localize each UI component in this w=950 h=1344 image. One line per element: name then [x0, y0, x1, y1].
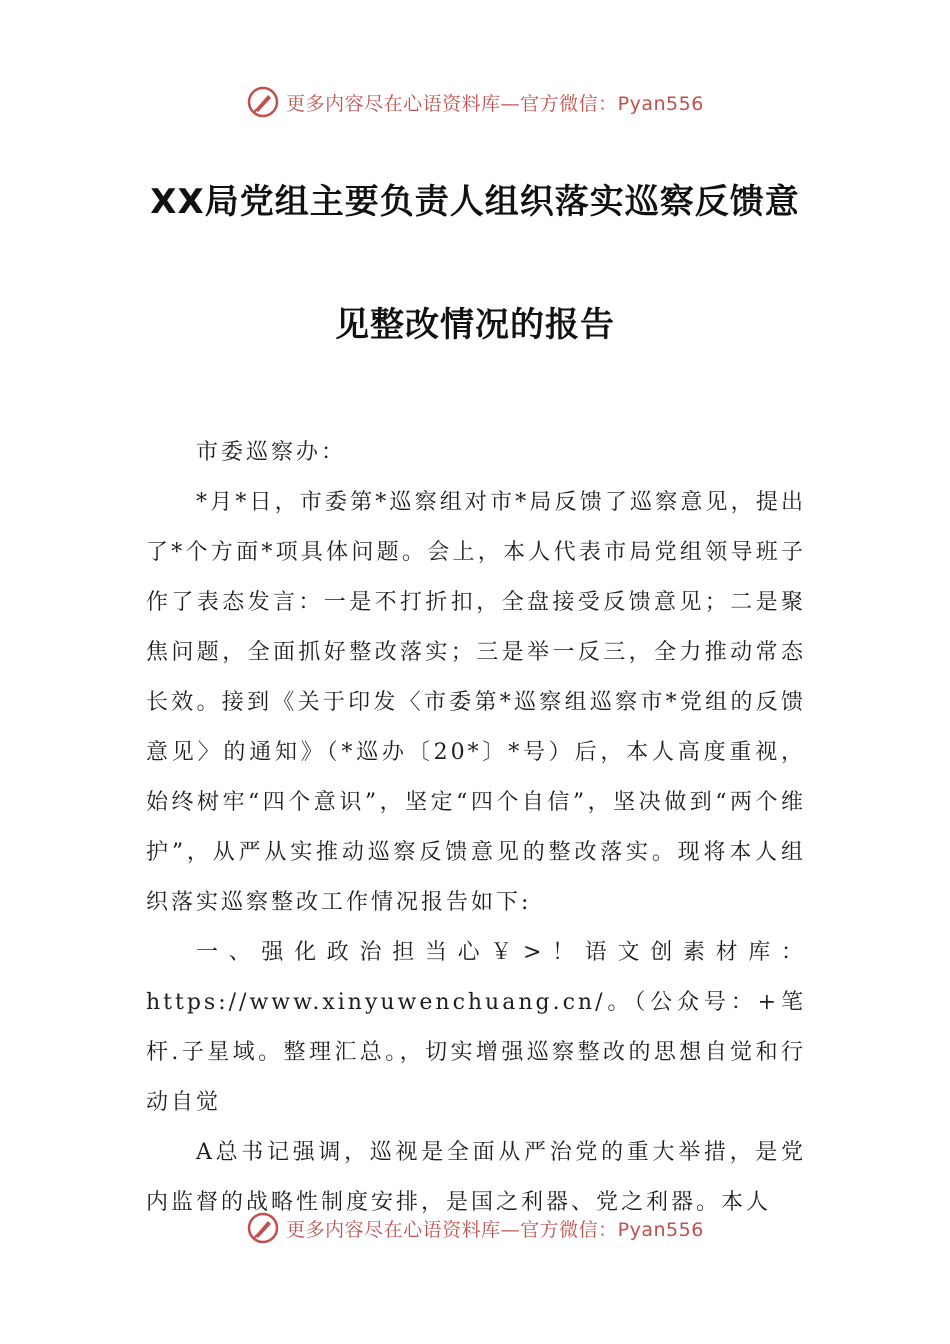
- watermark-banner-bottom: [0, 1208, 950, 1248]
- watermark-banner-top: [0, 82, 950, 122]
- paragraph: A总书记强调，巡视是全面从严治党的重大举措，是党内监督的战略性制度安排，是国之利器、党之利器。本人: [146, 1140, 806, 1215]
- document-title-line-2: 见整改情况的报告: [335, 305, 615, 345]
- paragraph: 一、强化政治担当心￥>！语文创素材库：https://www.xinyuwenchuang.cn/。（公众号：+笔杆.子星域。整理汇总。，切实增强巡察整改的思想自觉和行动自觉: [146, 940, 806, 1115]
- document-title-line-1: XX局党组主要负责人组织落实巡察反馈意: [150, 182, 800, 222]
- paragraph: *月*日，市委第*巡察组对市*局反馈了巡察意见，提出了*个方面*项具体问题。会上，本人代表市局党组领导班子作了表态发言：一是不打折扣，全盘接受反馈意见；二是聚焦问题，全面抓好整改落实；三是举一反三，全力推动常态长效。接到《关于印发〈市委第*巡察组巡察市*党组的反馈意见〉的通知》（*巡办〔20*〕*号）后，本人高度重视，始终树牢“四个意识”，坚定“四个自信”，坚决做到“两个维护”，从严从实推动巡察反馈意见的整改落实。现将本人组织落实巡察整改工作情况报告如下:: [146, 490, 806, 915]
- watermark-text: 更多内容尽在心语资料库—官方微信：Pyan556: [286, 92, 704, 115]
- document-body: [146, 428, 806, 1228]
- pen-logo-icon: [246, 1211, 280, 1245]
- pen-logo-icon: [246, 85, 280, 119]
- watermark-text: 更多内容尽在心语资料库—官方微信：Pyan556: [286, 1218, 704, 1241]
- salutation: 市委巡察办：: [196, 440, 347, 465]
